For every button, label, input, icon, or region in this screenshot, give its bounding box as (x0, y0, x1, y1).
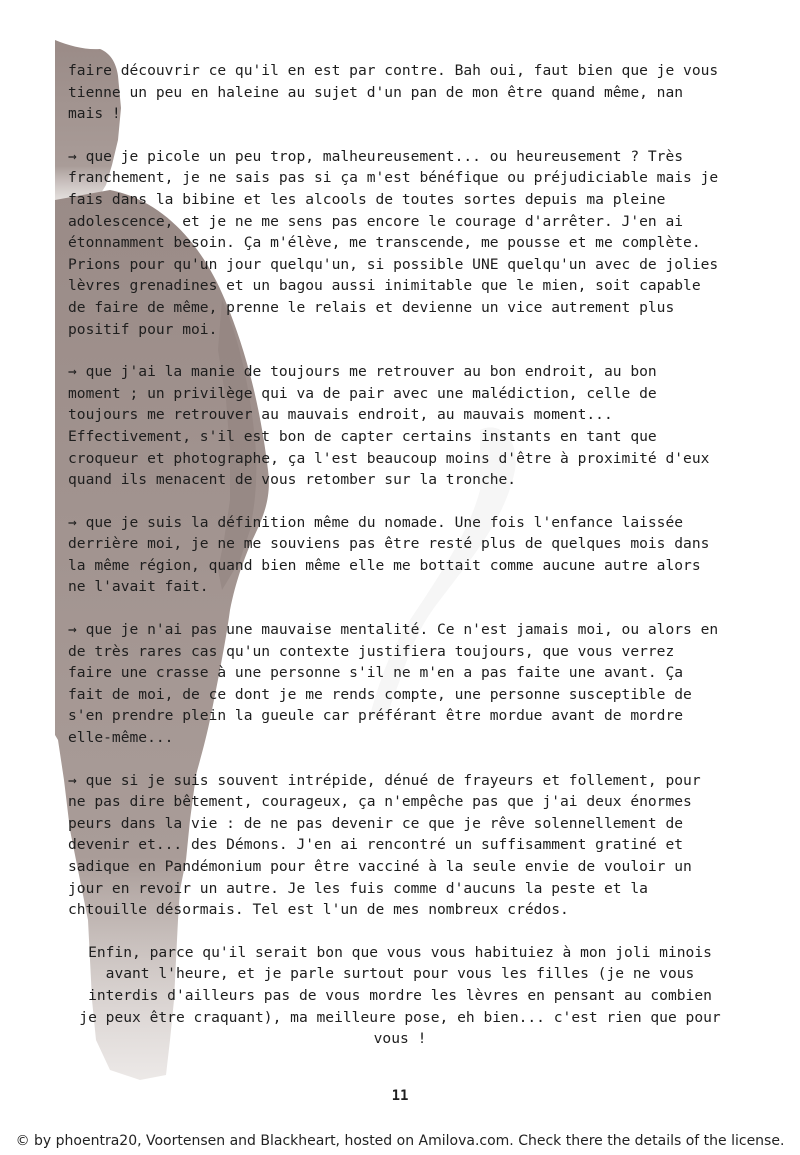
page-body (68, 60, 732, 1071)
paragraph-intro: faire découvrir ce qu'il en est par contre. Bah oui, faut bien que je vous tienne un peu en haleine au sujet d'un pan de mon être quand même, nan mais ! (68, 62, 719, 123)
license-footer: © by phoentra20, Voortensen and Blackheart, hosted on Amilova.com. Check there the details of the license. (15, 1133, 785, 1149)
paragraph-timing: → que j'ai la manie de toujours me retrouver au bon endroit, au bon moment ; un privilège qui va de pair avec une malédiction, celle de toujours me retrouver au mauvais endroit, au mauvais moment... Effectivement, s'il est bon de capter certains instants en tant que croqueur et photographe, ça l'est beaucoup moins d'être à proximité d'eux quand ils menacent de vous retomber sur la tronche. (68, 363, 710, 489)
paragraph-closing: Enfin, parce qu'il serait bon que vous vous habituiez à mon joli minois avant l'heure, et je parle surtout pour vous les filles (je ne vous interdis d'ailleurs pas de vous mordre les lèvres en pensant au combien je peux être craquant), ma meilleure pose, eh bien... c'est rien que pour vous ! (79, 943, 721, 1048)
paragraph-fears: → que si je suis souvent intrépide, dénué de frayeurs et follement, pour ne pas dire bêtement, courageux, ça n'empêche pas que j'ai deux énormes peurs dans la vie : de ne pas devenir ce que je rêve solennellement de devenir et... des Démons. J'en ai rencontré un suffisamment gratiné et sadique en Pandémonium pour être vacciné à la seule envie de vouloir un jour en revoir un autre. Je les fuis comme d'aucuns la peste et la chtouille désormais. Tel est l'un de mes nombreux crédos. (68, 771, 701, 919)
paragraph-drinking: → que je picole un peu trop, malheureusement... ou heureusement ? Très franchement, je ne sais pas si ça m'est bénéfique ou préjudiciable mais je fais dans la bibine et les alcools de toutes sortes depuis ma pleine adolescence, et je ne me sens pas encore le courage d'arrêter. J'en ai étonnamment besoin. Ça m'élève, me transcende, me pousse et me complète. Prions pour qu'un jour quelqu'un, si possible UNE quelqu'un avec de jolies lèvres grenadines et un bagou aussi inimitable que le mien, soit capable de faire de même, prenne le relais et devienne un vice autrement plus positif pour moi. (68, 147, 719, 338)
page-number: 11 (391, 1088, 409, 1104)
paragraph-mentality: → que je n'ai pas une mauvaise mentalité. Ce n'est jamais moi, ou alors en de très rares cas qu'un contexte justifiera toujours, que vous verrez faire une crasse à une personne s'il ne m'en a pas faite une avant. Ça fait de moi, de ce dont je me rends compte, une personne susceptible de s'en prendre plein la gueule car préférant être mordue avant de mordre elle-même... (68, 621, 719, 747)
paragraph-nomad: → que je suis la définition même du nomade. Une fois l'enfance laissée derrière moi, je ne me souviens pas être resté plus de quelques mois dans la même région, quand bien même elle me bottait comme aucune autre alors ne l'avait fait. (68, 513, 710, 596)
